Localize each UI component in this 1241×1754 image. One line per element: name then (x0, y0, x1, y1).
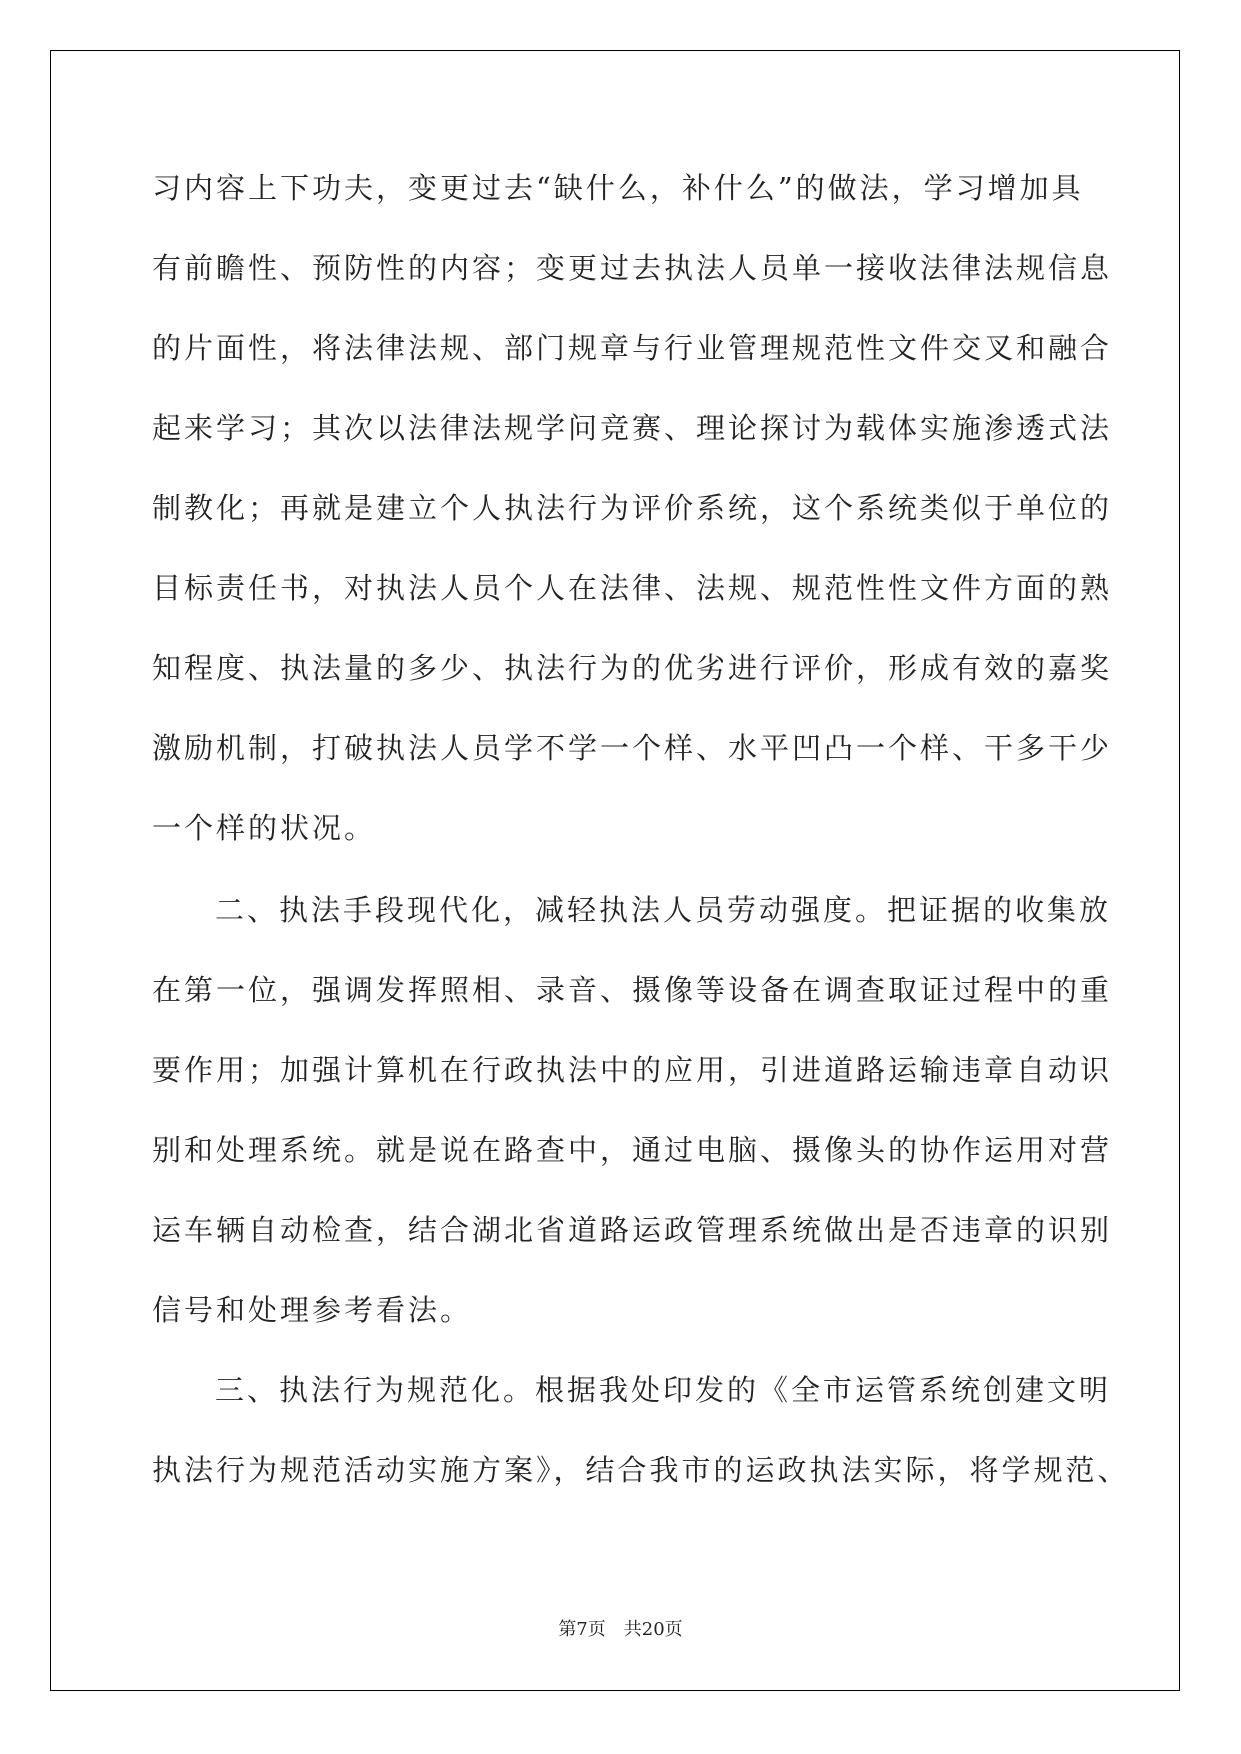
paragraph-start-line: 二、执法手段现代化，减轻执法人员劳动强度。把证据的收集放 (215, 893, 1112, 927)
text-line: 运车辆自动检查，结合湖北省道路运政管理系统做出是否违章的识别 (152, 1213, 1113, 1247)
text-line: 别和处理系统。就是说在路查中，通过电脑、摄像头的协作运用对营 (152, 1133, 1113, 1167)
text-line: 目标责任书，对执法人员个人在法律、法规、规范性性文件方面的熟 (152, 571, 1113, 605)
text-line: 起来学习；其次以法律法规学问竞赛、理论探讨为载体实施渗透式法 (152, 411, 1113, 445)
page-border (50, 50, 1180, 1691)
text-line: 一个样的状况。 (152, 811, 377, 845)
text-line: 信号和处理参考看法。 (152, 1293, 473, 1327)
text-line: 知程度、执法量的多少、执法行为的优劣进行评价，形成有效的嘉奖 (152, 651, 1113, 685)
text-line: 要作用；加强计算机在行政执法中的应用，引进道路运输违章自动识 (152, 1053, 1113, 1087)
text-line: 有前瞻性、预防性的内容；变更过去执法人员单一接收法律法规信息 (152, 251, 1113, 285)
text-line: 激励机制，打破执法人员学不学一个样、水平凹凸一个样、干多干少 (152, 731, 1113, 765)
text-line: 制教化；再就是建立个人执法行为评价系统，这个系统类似于单位的 (152, 491, 1113, 525)
paragraph-start-line: 三、执法行为规范化。根据我处印发的《全市运管系统创建文明 (215, 1373, 1112, 1407)
text-line: 在第一位，强调发挥照相、录音、摄像等设备在调查取证过程中的重 (152, 973, 1113, 1007)
text-line: 执法行为规范活动实施方案》，结合我市的运政执法实际，将学规范、 (152, 1453, 1130, 1487)
text-line: 的片面性，将法律法规、部门规章与行业管理规范性文件交叉和融合 (152, 331, 1113, 365)
page-number-footer: 第7页 共20页 (558, 1619, 683, 1640)
text-line: 习内容上下功夫，变更过去“缺什么，补什么”的做法，学习增加具 (152, 171, 1084, 205)
